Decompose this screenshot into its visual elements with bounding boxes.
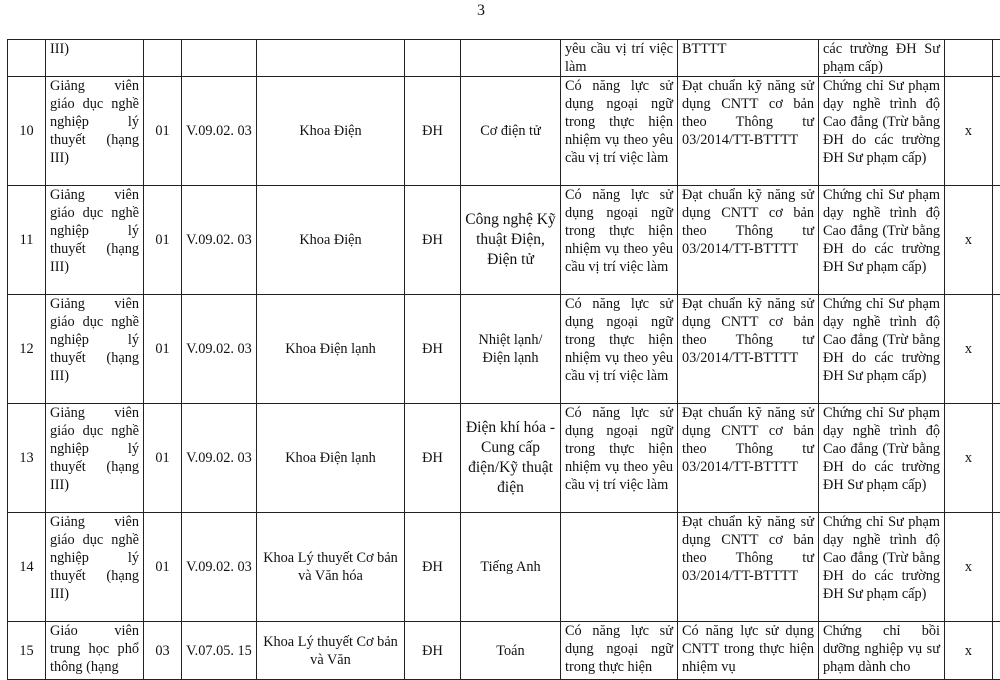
title-cell: Giảng viên giáo dục nghề nghiệp lý thuyết (hạng III) [46, 404, 144, 513]
major-cell: Công nghệ Kỹ thuật Điện, Điện tử [461, 186, 561, 295]
note-cell [993, 513, 1000, 622]
quantity-cell: 03 [144, 622, 182, 680]
table-row [8, 295, 1000, 404]
level-cell: ĐH [405, 77, 461, 186]
table-row [8, 404, 1000, 513]
it-skill-cell: Có năng lực sử dụng CNTT trong thực hiện nhiệm vụ [678, 622, 819, 680]
level-cell: ĐH [405, 513, 461, 622]
stt-cell: 10 [8, 77, 46, 186]
unit-cell: Khoa Điện lạnh [257, 295, 405, 404]
note-cell [993, 404, 1000, 513]
mark-cell: x [945, 77, 993, 186]
unit-cell: Khoa Lý thuyết Cơ bản và Văn [257, 622, 405, 680]
code-cell: V.09.02. 03 [182, 404, 257, 513]
certificate-cell: Chứng chỉ bồi dưỡng nghiệp vụ sư phạm dành cho [819, 622, 945, 680]
quantity-cell: 01 [144, 513, 182, 622]
unit-cell: Khoa Điện [257, 186, 405, 295]
mark-cell: x [945, 622, 993, 680]
note-cell [993, 186, 1000, 295]
foreign-language-cell: Có năng lực sử dụng ngoại ngữ trong thực hiện nhiệm vụ theo yêu cầu vị trí việc làm [561, 186, 678, 295]
major-cell: Tiếng Anh [461, 513, 561, 622]
code-cell: V.07.05. 15 [182, 622, 257, 680]
table-row-continued [8, 40, 1000, 77]
stt-cell: 14 [8, 513, 46, 622]
title-cell: Giảng viên giáo dục nghề nghiệp lý thuyết (hạng III) [46, 186, 144, 295]
it-skill-cell: Đạt chuẩn kỹ năng sử dụng CNTT cơ bản theo Thông tư 03/2014/TT-BTTTT [678, 295, 819, 404]
title-cell: Giảng viên giáo dục nghề nghiệp lý thuyết (hạng III) [46, 513, 144, 622]
note-cell [993, 622, 1000, 680]
foreign-language-cell: yêu cầu vị trí việc làm [561, 40, 678, 77]
certificate-cell: Chứng chỉ Sư phạm dạy nghề trình độ Cao đẳng (Trừ bằng ĐH do các trường ĐH Sư phạm cấp) [819, 404, 945, 513]
certificate-cell: Chứng chỉ Sư phạm dạy nghề trình độ Cao đẳng (Trừ bằng ĐH do các trường ĐH Sư phạm cấp) [819, 77, 945, 186]
it-skill-cell: Đạt chuẩn kỹ năng sử dụng CNTT cơ bản theo Thông tư 03/2014/TT-BTTTT [678, 404, 819, 513]
title-cell: Giáo viên trung học phổ thông (hạng [46, 622, 144, 680]
mark-cell: x [945, 404, 993, 513]
table-row [8, 186, 1000, 295]
code-cell: V.09.02. 03 [182, 295, 257, 404]
it-skill-cell: Đạt chuẩn kỹ năng sử dụng CNTT cơ bản theo Thông tư 03/2014/TT-BTTTT [678, 513, 819, 622]
unit-cell: Khoa Điện lạnh [257, 404, 405, 513]
quantity-cell: 01 [144, 77, 182, 186]
table-row [8, 622, 1000, 680]
it-skill-cell: BTTTT [678, 40, 819, 77]
foreign-language-cell [561, 513, 678, 622]
unit-cell: Khoa Điện [257, 77, 405, 186]
level-cell: ĐH [405, 186, 461, 295]
mark-cell: x [945, 186, 993, 295]
quantity-cell: 01 [144, 404, 182, 513]
mark-cell: x [945, 513, 993, 622]
code-cell: V.09.02. 03 [182, 186, 257, 295]
level-cell: ĐH [405, 404, 461, 513]
quantity-cell: 01 [144, 295, 182, 404]
stt-cell: 12 [8, 295, 46, 404]
certificate-cell: các trường ĐH Sư phạm cấp) [819, 40, 945, 77]
foreign-language-cell: Có năng lực sử dụng ngoại ngữ trong thực hiện nhiệm vụ theo yêu cầu vị trí việc làm [561, 295, 678, 404]
stt-cell: 15 [8, 622, 46, 680]
stt-cell: 11 [8, 186, 46, 295]
major-cell: Cơ điện tử [461, 77, 561, 186]
title-cell: III) [46, 40, 144, 77]
code-cell: V.09.02. 03 [182, 513, 257, 622]
table-row [8, 513, 1000, 622]
title-cell: Giảng viên giáo dục nghề nghiệp lý thuyết (hạng III) [46, 295, 144, 404]
table-row [8, 77, 1000, 186]
major-cell: Nhiệt lạnh/ Điện lạnh [461, 295, 561, 404]
certificate-cell: Chứng chỉ Sư phạm dạy nghề trình độ Cao đẳng (Trừ bằng ĐH do các trường ĐH Sư phạm cấp) [819, 186, 945, 295]
certificate-cell: Chứng chỉ Sư phạm dạy nghề trình độ Cao đẳng (Trừ bằng ĐH do các trường ĐH Sư phạm cấp) [819, 295, 945, 404]
unit-cell: Khoa Lý thuyết Cơ bản và Văn hóa [257, 513, 405, 622]
level-cell: ĐH [405, 622, 461, 680]
code-cell: V.09.02. 03 [182, 77, 257, 186]
note-cell [993, 295, 1000, 404]
it-skill-cell: Đạt chuẩn kỹ năng sử dụng CNTT cơ bản theo Thông tư 03/2014/TT-BTTTT [678, 77, 819, 186]
recruitment-table [7, 39, 1000, 680]
mark-cell: x [945, 295, 993, 404]
it-skill-cell: Đạt chuẩn kỹ năng sử dụng CNTT cơ bản theo Thông tư 03/2014/TT-BTTTT [678, 186, 819, 295]
certificate-cell: Chứng chỉ Sư phạm dạy nghề trình độ Cao đẳng (Trừ bằng ĐH do các trường ĐH Sư phạm cấp) [819, 513, 945, 622]
level-cell: ĐH [405, 295, 461, 404]
major-cell: Toán [461, 622, 561, 680]
page-number: 3 [0, 2, 962, 20]
title-cell: Giảng viên giáo dục nghề nghiệp lý thuyết (hạng III) [46, 77, 144, 186]
stt-cell: 13 [8, 404, 46, 513]
foreign-language-cell: Có năng lực sử dụng ngoại ngữ trong thực hiện [561, 622, 678, 680]
foreign-language-cell: Có năng lực sử dụng ngoại ngữ trong thực hiện nhiệm vụ theo yêu cầu vị trí việc làm [561, 404, 678, 513]
major-cell: Điện khí hóa -Cung cấp điện/Kỹ thuật điện [461, 404, 561, 513]
foreign-language-cell: Có năng lực sử dụng ngoại ngữ trong thực hiện nhiệm vụ theo yêu cầu vị trí việc làm [561, 77, 678, 186]
quantity-cell: 01 [144, 186, 182, 295]
note-cell [993, 77, 1000, 186]
